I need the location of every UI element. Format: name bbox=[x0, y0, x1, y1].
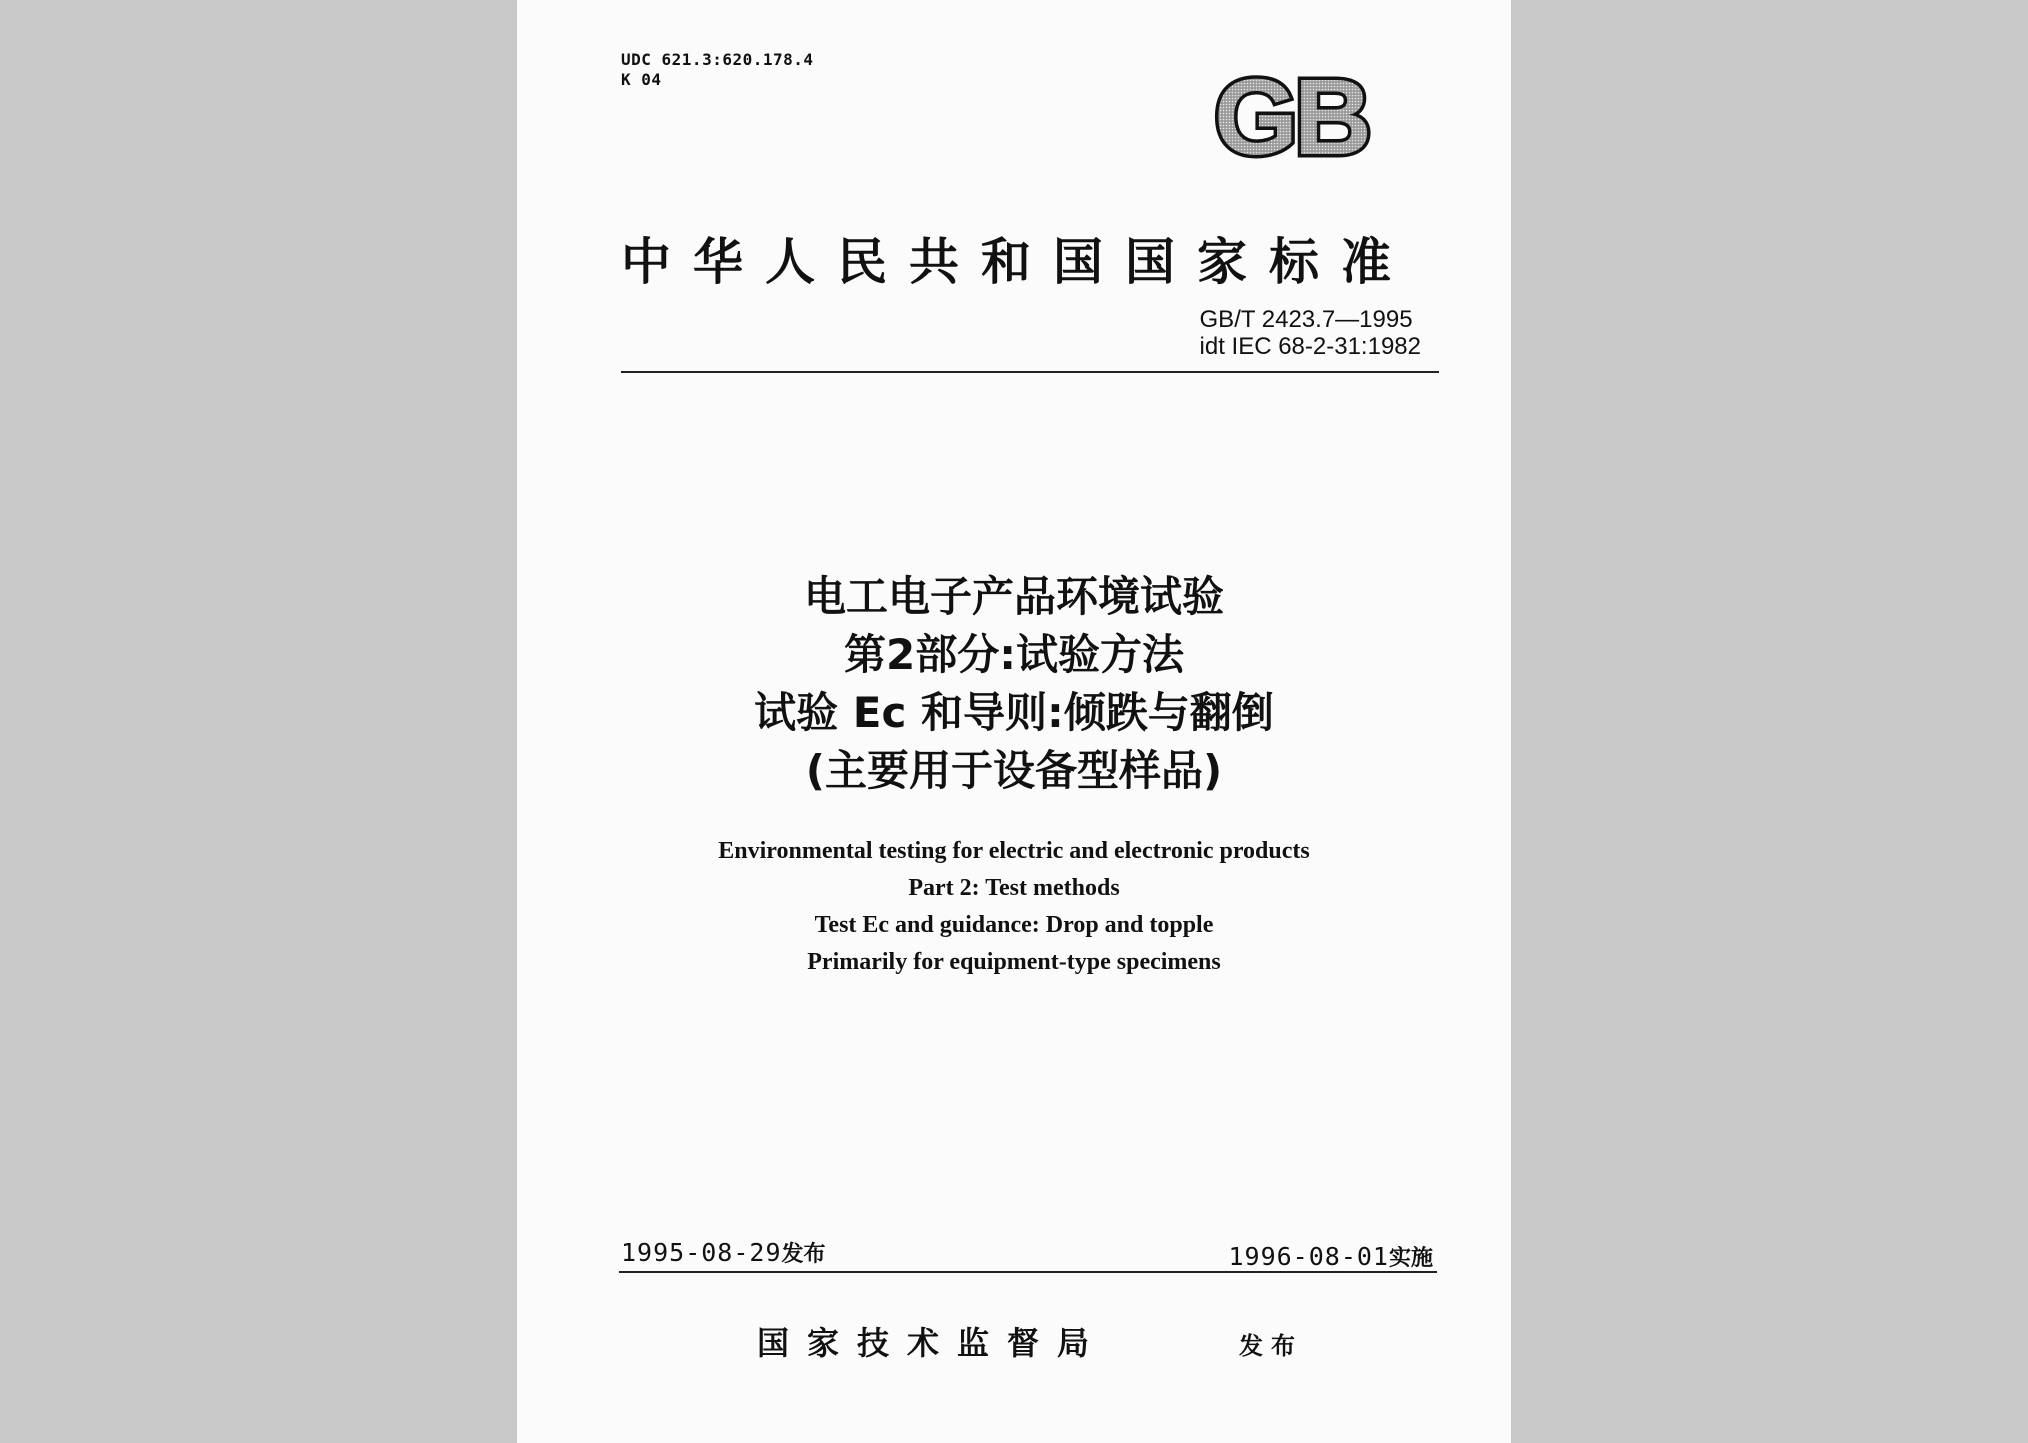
implementation-date bbox=[1228, 1241, 1433, 1272]
chinese-title-line-1: 电工电子产品环境试验 bbox=[803, 572, 1224, 621]
publisher-name: 国家技术监督局 bbox=[757, 1324, 1108, 1362]
english-title-line-1: Environmental testing for electric and electronic products bbox=[718, 838, 1310, 864]
english-title-line-3: Test Ec and guidance: Drop and topple bbox=[814, 912, 1214, 938]
standard-number-block bbox=[1200, 306, 1421, 360]
english-title-line-2: Part 2: Test methods bbox=[908, 875, 1120, 901]
issue-date-label: 发布 bbox=[781, 1242, 826, 1267]
gb-logo bbox=[1201, 70, 1381, 166]
issue-date bbox=[621, 1237, 826, 1268]
english-title bbox=[517, 833, 1511, 981]
standard-number: GB/T 2423.7—1995 bbox=[1199, 306, 1413, 333]
footer-divider bbox=[619, 1271, 1437, 1273]
issue-date-value: 1995-08-29 bbox=[621, 1238, 782, 1267]
chinese-title-line-3: 试验 Ec 和导则:倾跌与翻倒 bbox=[754, 688, 1274, 737]
classification-code: K 04 bbox=[621, 70, 662, 89]
chinese-title-line-4: (主要用于设备型样品) bbox=[805, 746, 1223, 795]
chinese-title-line-2: 第2部分:试验方法 bbox=[843, 630, 1185, 679]
udc-code: UDC 621.3:620.178.4 bbox=[621, 50, 814, 69]
chinese-title bbox=[517, 568, 1511, 800]
publisher-action: 发布 bbox=[1239, 1331, 1303, 1360]
implementation-date-value: 1996-08-01 bbox=[1228, 1242, 1389, 1271]
english-title-line-4: Primarily for equipment-type specimens bbox=[807, 949, 1221, 975]
national-standard-title: 中华人民共和国国家标准 bbox=[621, 232, 1413, 291]
standard-cover-page bbox=[517, 0, 1511, 1443]
implementation-date-label: 实施 bbox=[1388, 1246, 1433, 1271]
idt-reference: idt IEC 68-2-31:1982 bbox=[1199, 333, 1421, 360]
udc-classification bbox=[621, 50, 814, 90]
header-divider bbox=[621, 371, 1439, 373]
gb-logo-text: GB bbox=[1214, 70, 1368, 166]
